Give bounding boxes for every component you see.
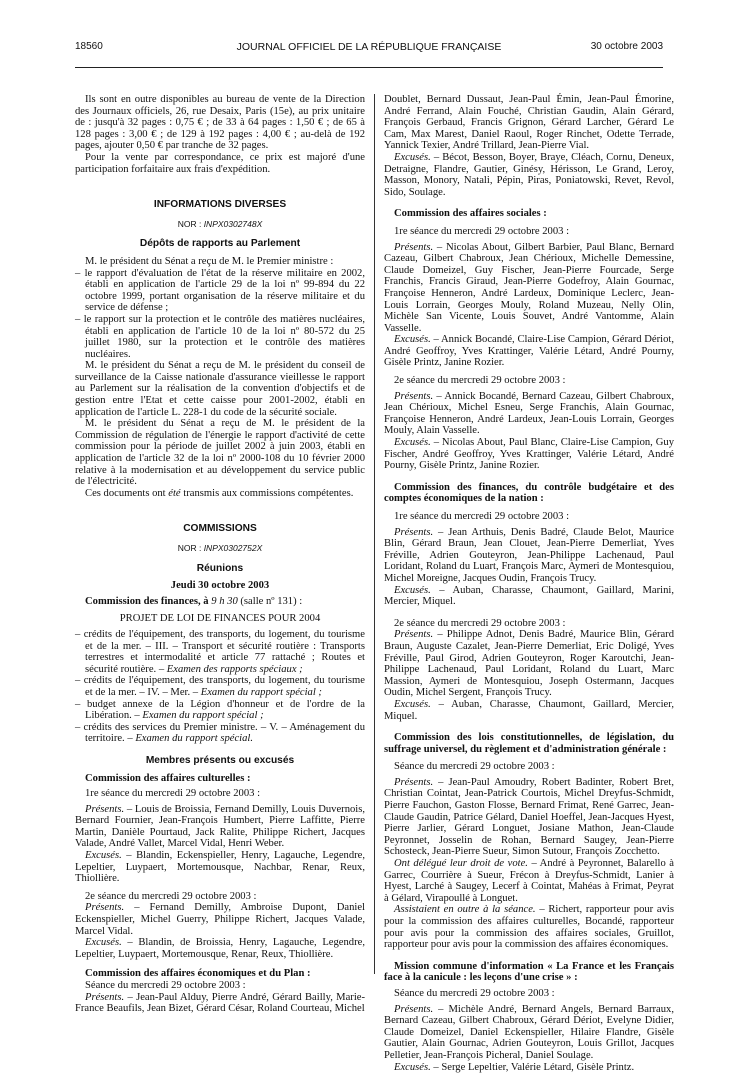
nor-label: NOR : (177, 218, 202, 229)
page-number: 18560 (75, 41, 103, 52)
excused-names: – Blandin, de Broissia, Henry, Lagauche, Legendre, Lepeltier, Luypaert, Mortemousque, Renar, Reux, Thiollière. (75, 937, 365, 960)
attending-names: – Richert, rapporteur pour avis pour la commission des affaires culturelles, Bocandé, rapporteur pour avis pour la commission des affaires sociales, Gruillot, rapporteur pour avis pour la commission des affaires économiques. (384, 904, 674, 951)
present-label: Présents. (394, 1003, 434, 1015)
excused-list (384, 437, 674, 472)
agenda-item (75, 675, 365, 698)
agenda-text: – crédits de l'équipement, des transports, du logement, du tourisme et de la mer. – IV. – Mer. – (75, 675, 365, 698)
subheading-depots: Dépôts de rapports au Parlement (139, 238, 301, 250)
meeting-line (75, 596, 365, 608)
session-label: 2e séance du mercredi 29 octobre 2003 : (394, 375, 566, 387)
session-label: 2e séance du mercredi 29 octobre 2003 : (394, 617, 566, 629)
session-label: Séance du mercredi 29 octobre 2003 : (394, 987, 555, 999)
present-list (384, 242, 674, 335)
present-label: Présents. (394, 776, 434, 788)
nor-reference (75, 543, 365, 555)
session-label: Séance du mercredi 29 octobre 2003 : (85, 980, 246, 991)
excused-names: – Annick Bocandé, Claire-Lise Campion, Gérard Dériot, André Geoffroy, Yves Krattinger, Valérie Létard, André Pourny, Gisèle Printz, Janine Rozier. (384, 334, 674, 369)
column-divider (374, 94, 375, 974)
present-names: – Fernand Demilly, Ambroise Dupont, Daniel Eckenspieller, Michel Guerry, Philippe Richert, Jacques Valade, Marcel Vidal. (75, 902, 365, 937)
present-list (384, 1004, 674, 1062)
excused-label: Excusés. (394, 1061, 431, 1073)
closing-text: Ces documents ont (85, 487, 169, 499)
agenda-item (75, 699, 365, 722)
sales-info-paragraph: Ils sont en outre disponibles au bureau de vente de la Direction des Journaux officiels, 26, rue Desaix, Paris (15e), au prix unitaire de : jusqu'à 32 pages : 0,75 € ; de 33 à 64 pages : 1,50 € ; de 65 à 128 pages : 3,00 € ; de 129 à 192 pages : 4,00 € ; au-delà de 192 pages, ajouter 0,50 € par tranche de 32 pages. (75, 94, 365, 152)
present-label: Présents. (394, 241, 434, 253)
excused-names: – Nicolas About, Paul Blanc, Claire-Lise Campion, Guy Fischer, André Geoffroy, Yves Krattinger, Valérie Létard, André Pourny, Gisèle Printz, Janine Rozier. (384, 437, 674, 472)
present-list (384, 777, 674, 858)
present-label: Présents. (394, 526, 434, 538)
excused-list (384, 334, 674, 369)
excused-label: Excusés. (394, 698, 431, 710)
meeting-text: Commission des finances, à (85, 595, 212, 607)
present-label: Présents. (85, 803, 125, 815)
closing-text: transmis aux commissions compétentes. (180, 487, 354, 499)
present-label: Présents. (85, 991, 125, 1003)
excused-names: – Bécot, Besson, Boyer, Braye, Cléach, Cornu, Deneux, Detraigne, Flandre, Gautier, Ginésy, Hérisson, Le Grand, Leroy, Masson, Monory, Natali, Pépin, Piras, Poniatowski, Revet, Revol, Sido, Soulage. (384, 151, 674, 198)
excused-names: – Serge Lepeltier, Valérie Létard, Gisèle Printz. (430, 1061, 635, 1073)
present-names: – Jean-Paul Amoudry, Robert Badinter, Robert Bret, Christian Cointat, Jean-Patrick Courtois, Michel Dreyfus-Schmidt, Pierre Fauchon, Gaston Flosse, Bernard Frimat, René Garrec, Jean-Claude Gaudin, Patrice Gélard, Daniel Hoeffel, Jean-Jacques Hyest, Pierre Jarlier, Gérard Longuet, Josiane Mathon, Jean-Claude Peyronnet, Josselin de Rohan, Bernard Saugey, Jean-Pierre Schosteck, Jean-Pierre Sueur, Simon Sutour, François Zocchetto. (384, 776, 674, 858)
present-label: Présents. (394, 629, 434, 641)
excused-label: Excusés. (394, 334, 431, 346)
mission-title: Mission commune d'information « La France et les Français face à la canicule : les leçons d'une crise » : (384, 960, 674, 984)
excused-names: – Auban, Charasse, Chaumont, Gaillard, Marini, Mercier, Miquel. (384, 584, 674, 608)
excused-list (75, 850, 365, 885)
subheading-reunions: Réunions (196, 562, 244, 574)
present-names: – Jean-Paul Alduy, Pierre André, Gérard Bailly, Marie-France Beaufils, Jean Bizet, Gérard César, Roland Courteau, Michel (75, 991, 365, 1015)
excused-label: Excusés. (394, 584, 431, 596)
agenda-item (75, 722, 365, 745)
present-names: – Louis de Broissia, Fernand Demilly, Louis Duvernois, Bernard Fournier, Jean-François Humbert, Pierre Laffitte, Pierre Martin, Danièle Pourtaud, Jack Ralite, Philippe Richert, Jacques Valade, André Vallet, Marcel Vidal, Henri Weber. (75, 803, 365, 850)
issue-date: 30 octobre 2003 (590, 41, 663, 52)
report-paragraph: M. le président du Sénat a reçu de M. le président de la Commission de régulation de l'énergie le rapport d'activité de cette commission pour la période de juillet 2002 à juin 2003, établi en application de l'article 32 de la loi nº 2000-108 du 10 février 2000 relative à la modernisation et au développement du service public de l'électricité. (75, 418, 365, 488)
excused-names: – Auban, Charasse, Chaumont, Gaillard, Mercier, Miquel. (384, 698, 674, 722)
report-paragraph: M. le président du Sénat a reçu de M. le président du conseil de surveillance de la Caisse nationale d'assurance vieillesse le rapport au Parlement sur la réalisation de la convention d'objectifs et de gestion entre l'Etat et cette caisse pour 2001-2002, établi en application de l'article L. 228-1 du code de la sécurité sociale. (75, 360, 365, 418)
section-heading-commissions: COMMISSIONS (183, 523, 257, 535)
present-names: – Jean Arthuis, Denis Badré, Claude Belot, Maurice Blin, Gérard Braun, Jean Clouet, Jean-Pierre Demerliat, Yves Fréville, Adrien Gouteyron, Jean-Philippe Lachenaud, Paul Loridant, Roland du Luart, François Marc, Aymeri de Montesquiou, Michel Moreigne, Jacques Oudin, François Trucy. (384, 526, 674, 584)
journal-title: JOURNAL OFFICIEL DE LA RÉPUBLIQUE FRANÇAISE (236, 41, 502, 53)
delegated-label: Ont délégué leur droit de vote. (394, 858, 528, 870)
present-label: Présents. (394, 390, 434, 402)
agenda-text: – budget annexe de la Légion d'honneur et de l'ordre de la Libération. – (75, 698, 365, 722)
present-list (384, 629, 674, 699)
left-column (75, 94, 365, 1015)
nor-reference (75, 219, 365, 231)
session-label: 1re séance du mercredi 29 octobre 2003 : (394, 225, 570, 237)
subheading-membres: Membres présents ou excusés (145, 754, 295, 766)
present-list (384, 527, 674, 585)
nor-code: INPX0302748X (203, 218, 263, 229)
present-list (75, 804, 365, 850)
session-label: 1re séance du mercredi 29 octobre 2003 : (394, 511, 570, 522)
right-column (384, 94, 674, 1073)
closing-italic: été (168, 487, 181, 499)
commission-title: Commission des affaires sociales : (394, 208, 547, 220)
present-names: – Philippe Adnot, Denis Badré, Maurice Blin, Gérard Braun, Auguste Cazalet, Jean-Pierre Demerliat, Eric Doligé, Yves Fréville, Paul Girod, Adrien Gouteyron, Roger Karoutchi, Jean-Philippe Lachenaud, Paul Loridant, Roland du Luart, Marc Massion, Aymeri de Montesquiou, Joseph Ostermann, Jacques Oudin, Michel Sergent, François Trucy. (384, 629, 674, 699)
sales-info-paragraph: Pour la vente par correspondance, ce prix est majoré d'une participation forfaitaire aux frais d'expédition. (75, 151, 365, 175)
present-names-continued: Doublet, Bernard Dussaut, Jean-Paul Émin, Jean-Paul Émorine, André Ferrand, Alain Fouché, Christian Gaudin, Alain Gérard, François Gerbaud, Francis Grignon, Gérard Larcher, Gérard Le Cam, Max Marest, Daniel Raoul, Roger Rinchet, Odette Terrade, Yannick Texier, André Trillard, Jean-Pierre Vial. (384, 94, 674, 152)
commission-title: Commission des affaires culturelles : (85, 772, 251, 784)
report-item: – le rapport d'évaluation de l'état de la réserve militaire en 2002, établi en application de l'article 29 de la loi nº 99-894 du 22 octobre 1999, portant organisation de la réserve militaire et du service de défense ; (75, 267, 365, 314)
agenda-action: Examen du rapport spécial ; (142, 710, 264, 722)
agenda-text: – crédits des services du Premier ministre. – V. – Aménagement du territoire. – (75, 721, 365, 745)
agenda-action: Examen des rapports spéciaux ; (166, 663, 303, 675)
agenda-action: Examen du rapport spécial ; (200, 686, 322, 698)
delegated-list (384, 858, 674, 904)
excused-list (384, 1062, 674, 1073)
section-heading-informations-diverses: INFORMATIONS DIVERSES (153, 199, 287, 211)
present-names: – Annick Bocandé, Bernard Cazeau, Gilbert Chabroux, Jean Chérioux, Michel Esneu, Serge Franchis, Alain Gournac, Françoise Henneron, André Lardeux, Jean-Louis Lorrain, Georges Mouly, Alain Vasselle. (384, 390, 674, 437)
attending-label: Assistaient en outre à la séance. (394, 904, 536, 916)
present-names: – Michèle André, Bernard Angels, Bernard Barraux, Bernard Cazeau, Gilbert Chabroux, Gérard Dériot, Evelyne Didier, Claude Domeizel, Daniel Eckenspieller, Hilaire Flandre, Gisèle Gautier, Alain Gournac, Adrien Gouteyron, Louis Grillot, Jacques Pelletier, Jean-François Picheral, Daniel Soulage. (384, 1003, 674, 1061)
excused-label: Excusés. (394, 437, 431, 449)
nor-label: NOR : (177, 543, 202, 553)
excused-label: Excusés. (85, 850, 122, 862)
commission-title: Commission des finances, du contrôle budgétaire et des comptes économiques de la nation : (384, 481, 674, 505)
intro-paragraph: M. le président du Sénat a reçu de M. le Premier ministre : (85, 255, 334, 267)
excused-label: Excusés. (85, 937, 122, 949)
page-header (75, 41, 663, 57)
present-list (75, 902, 365, 937)
meeting-room: (salle nº 131) : (237, 595, 303, 607)
attending-list (384, 904, 674, 950)
present-list (384, 391, 674, 437)
commission-title: Commission des lois constitutionnelles, de législation, du suffrage universel, du règlement et d'administration générale : (384, 732, 674, 755)
excused-list (75, 937, 365, 960)
report-item: – le rapport sur la protection et le contrôle des matières nucléaires, établi en application de l'article 10 de la loi nº 80-572 du 25 juillet 1980, sur la protection et le contrôle des matières nucléaires. (75, 313, 365, 360)
excused-names: – Blandin, Eckenspieller, Henry, Lagauche, Legendre, Lepeltier, Luypaert, Mortemousque, Nachbar, Renar, Reux, Thiollière. (75, 850, 365, 885)
delegated-names: – André à Peyronnet, Balarello à Garrec, Courrière à Sueur, Frécon à Dreyfus-Schmidt, Lanier à Hyest, Larché à Saugey, Lecerf à Cointat, Mahéas à Frimat, Peyrat à Gélard, Virapoullé à Longuet. (384, 858, 674, 904)
excused-list (384, 699, 674, 722)
excused-label: Excusés. (394, 151, 431, 163)
present-label: Présents. (85, 902, 125, 914)
meeting-time: 9 h 30 (211, 595, 238, 607)
project-title: PROJET DE LOI DE FINANCES POUR 2004 (119, 613, 321, 625)
header-rule (75, 67, 663, 68)
session-label: 2e séance du mercredi 29 octobre 2003 : (85, 890, 257, 902)
agenda-action: Examen du rapport spécial. (135, 733, 254, 745)
session-label: 1re séance du mercredi 29 octobre 2003 : (85, 788, 261, 800)
commission-title: Commission des affaires économiques et du Plan : (85, 968, 311, 980)
nor-code: INPX0302752X (203, 543, 263, 553)
agenda-text: – crédits de l'équipement, des transports, du logement, du tourisme et de la mer. – III. – Transport et sécurité routière : Transports terrestres et intermodalité et article 77 rattaché ; Routes et sécurité routière. – (75, 628, 365, 675)
date-heading: Jeudi 30 octobre 2003 (170, 580, 270, 592)
session-label: Séance du mercredi 29 octobre 2003 : (394, 761, 555, 773)
closing-paragraph (75, 488, 365, 500)
excused-list (384, 585, 674, 608)
agenda-item (75, 629, 365, 675)
present-list (75, 992, 365, 1015)
present-names: – Nicolas About, Gilbert Barbier, Paul Blanc, Bernard Cazeau, Gilbert Chabroux, Jean Chérioux, Michelle Demessine, Claude Domeizel, Guy Fischer, Jean-Pierre Fourcade, Serge Franchis, Francis Giraud, Jean-Pierre Godefroy, Alain Gournac, Françoise Henneron, André Lardeux, Dominique Leclerc, Jean-Louis Lorrain, Georges Mouly, Roland Muzeau, Nelly Olin, Michèle San Vicente, Louis Souvet, André Vantomme, Alain Vasselle. (384, 241, 674, 334)
excused-list (384, 152, 674, 198)
